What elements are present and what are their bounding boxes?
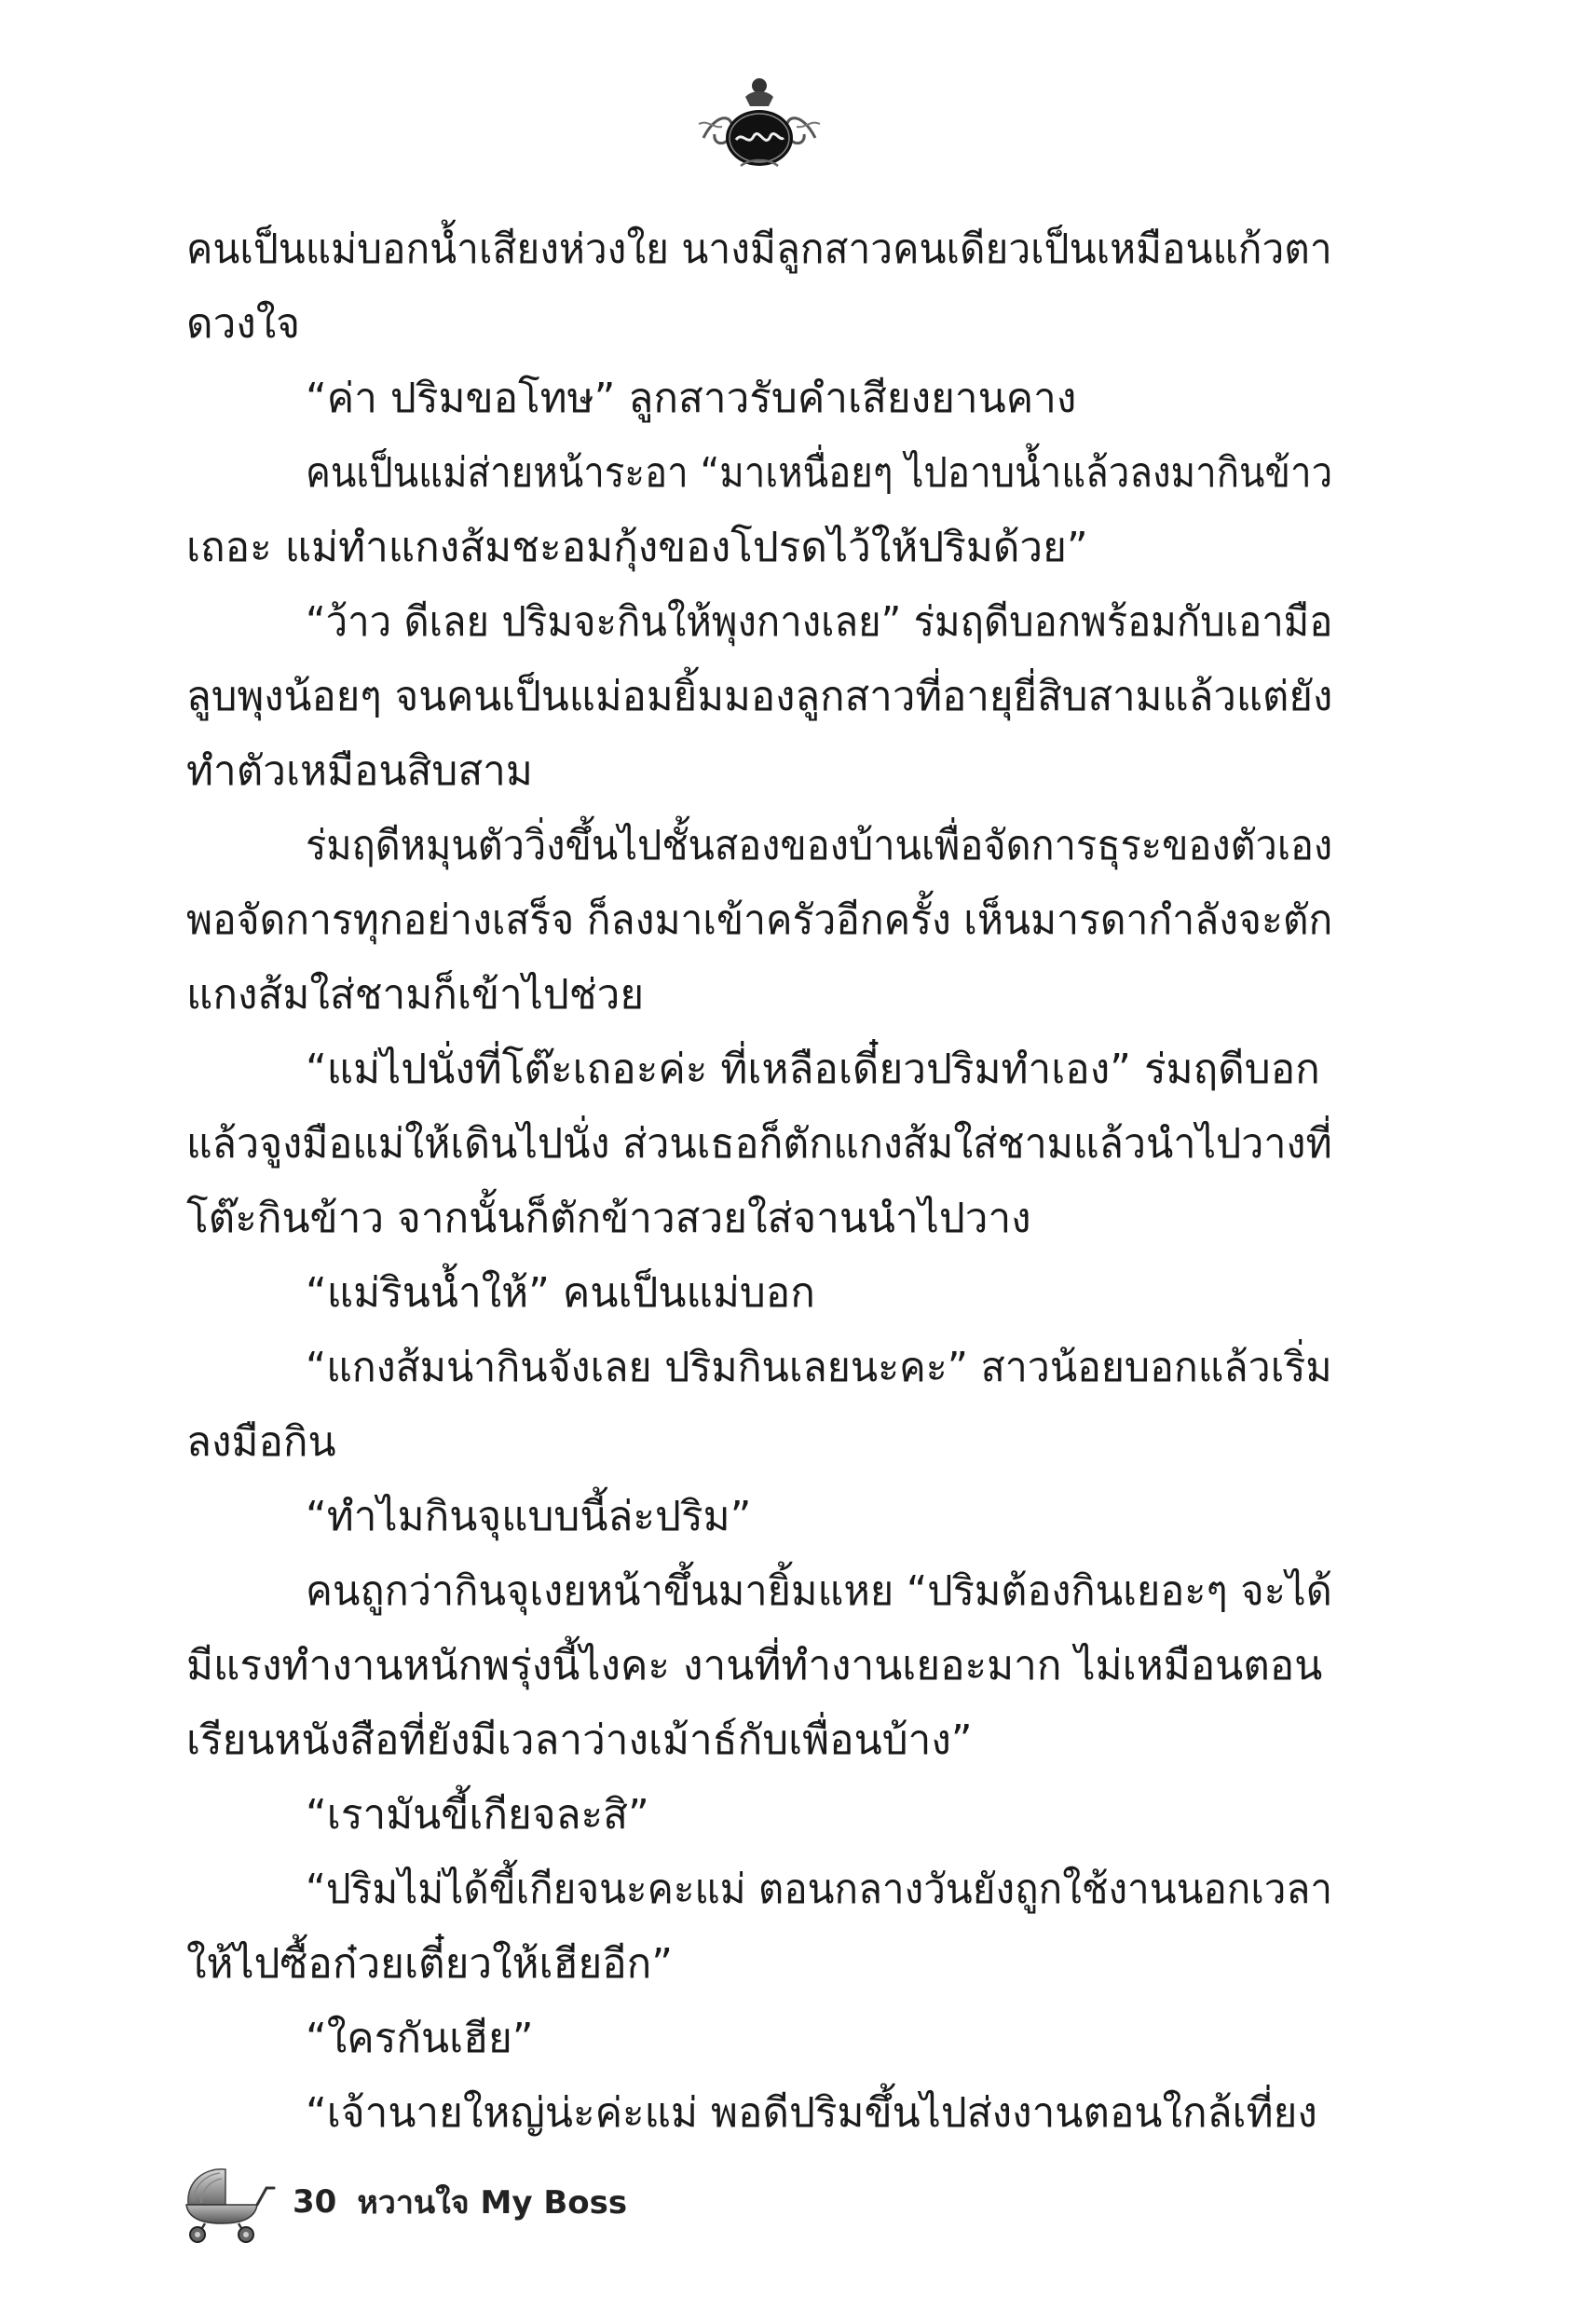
text-line: แล้วจูงมือแม่ให้เดินไปนั่ง ส่วนเธอก็ตักแกงส้มใส่ชามแล้วนำไปวางที่ bbox=[186, 1120, 1332, 1168]
text-line: “เจ้านายใหญ่น่ะค่ะแม่ พอดีปริมขึ้นไปส่งงานตอนใกล้เที่ยง bbox=[306, 2089, 1317, 2137]
header-ornament-logo-icon bbox=[694, 73, 825, 175]
page-footer bbox=[177, 2160, 627, 2244]
text-line: แกงส้มใส่ชามก็เข้าไปช่วย bbox=[186, 971, 645, 1019]
text-line: “ปริมไม่ได้ขี้เกียจนะคะแม่ ตอนกลางวันยังถูกใช้งานนอกเวลา bbox=[306, 1866, 1332, 1913]
text-line: “แม่ไปนั่งที่โต๊ะเถอะค่ะ ที่เหลือเดี๋ยวปริมทำเอง” ร่มฤดีบอก bbox=[306, 1046, 1320, 1093]
text-line: ให้ไปซื้อก๋วยเตี๋ยวให้เฮียอีก” bbox=[186, 1940, 674, 1988]
text-line: ลูบพุงน้อยๆ จนคนเป็นแม่อมยิ้มมองลูกสาวที่อายุยี่สิบสามแล้วแต่ยัง bbox=[186, 673, 1332, 720]
page-number: 30 bbox=[293, 2183, 337, 2221]
text-line: “ใครกันเฮีย” bbox=[306, 2015, 534, 2062]
text-line: คนเป็นแม่ส่ายหน้าระอา “มาเหนื่อยๆ ไปอาบน้ำแล้วลงมากินข้าว bbox=[306, 449, 1332, 497]
book-title: หวานใจ My Boss bbox=[357, 2184, 628, 2222]
text-line: ร่มฤดีหมุนตัววิ่งขึ้นไปชั้นสองของบ้านเพื่อจัดการธุระของตัวเอง bbox=[306, 822, 1332, 869]
body-text bbox=[186, 212, 1332, 2151]
text-line: มีแรงทำงานหนักพรุ่งนี้ไงคะ งานที่ทำงานเยอะมาก ไม่เหมือนตอน bbox=[186, 1642, 1323, 1689]
text-line: พอจัดการทุกอย่างเสร็จ ก็ลงมาเข้าครัวอีกครั้ง เห็นมารดากำลังจะตัก bbox=[186, 896, 1332, 944]
text-line: เถอะ แม่ทำแกงส้มชะอมกุ้งของโปรดไว้ให้ปริมด้วย” bbox=[186, 524, 1088, 571]
text-line: “ค่า ปริมขอโทษ” ลูกสาวรับคำเสียงยานคาง bbox=[306, 375, 1077, 422]
text-line: “ว้าว ดีเลย ปริมจะกินให้พุงกางเลย” ร่มฤดีบอกพร้อมกับเอามือ bbox=[306, 598, 1332, 646]
text-line: โต๊ะกินข้าว จากนั้นก็ตักข้าวสวยใส่จานนำไปวาง bbox=[186, 1195, 1031, 1242]
text-line: “ทำไมกินจุแบบนี้ล่ะปริม” bbox=[306, 1493, 752, 1540]
text-line: คนถูกว่ากินจุเงยหน้าขึ้นมายิ้มแหย “ปริมต้องกินเยอะๆ จะได้ bbox=[306, 1567, 1332, 1615]
text-line: ลงมือกิน bbox=[186, 1418, 336, 1466]
baby-stroller-icon bbox=[177, 2160, 280, 2244]
text-line: “เรามันขี้เกียจละสิ” bbox=[306, 1791, 649, 1839]
text-line: “แม่รินน้ำให้” คนเป็นแม่บอก bbox=[306, 1269, 815, 1317]
text-line: “แกงส้มน่ากินจังเลย ปริมกินเลยนะคะ” สาวน้อยบอกแล้วเริ่ม bbox=[306, 1344, 1332, 1391]
text-line: ทำตัวเหมือนสิบสาม bbox=[186, 747, 533, 795]
text-line: ดวงใจ bbox=[186, 300, 301, 348]
text-line: เรียนหนังสือที่ยังมีเวลาว่างเม้าธ์กับเพื่อนบ้าง” bbox=[186, 1716, 973, 1764]
text-line: คนเป็นแม่บอกน้ำเสียงห่วงใย นางมีลูกสาวคนเดียวเป็นเหมือนแก้วตา bbox=[186, 226, 1332, 273]
